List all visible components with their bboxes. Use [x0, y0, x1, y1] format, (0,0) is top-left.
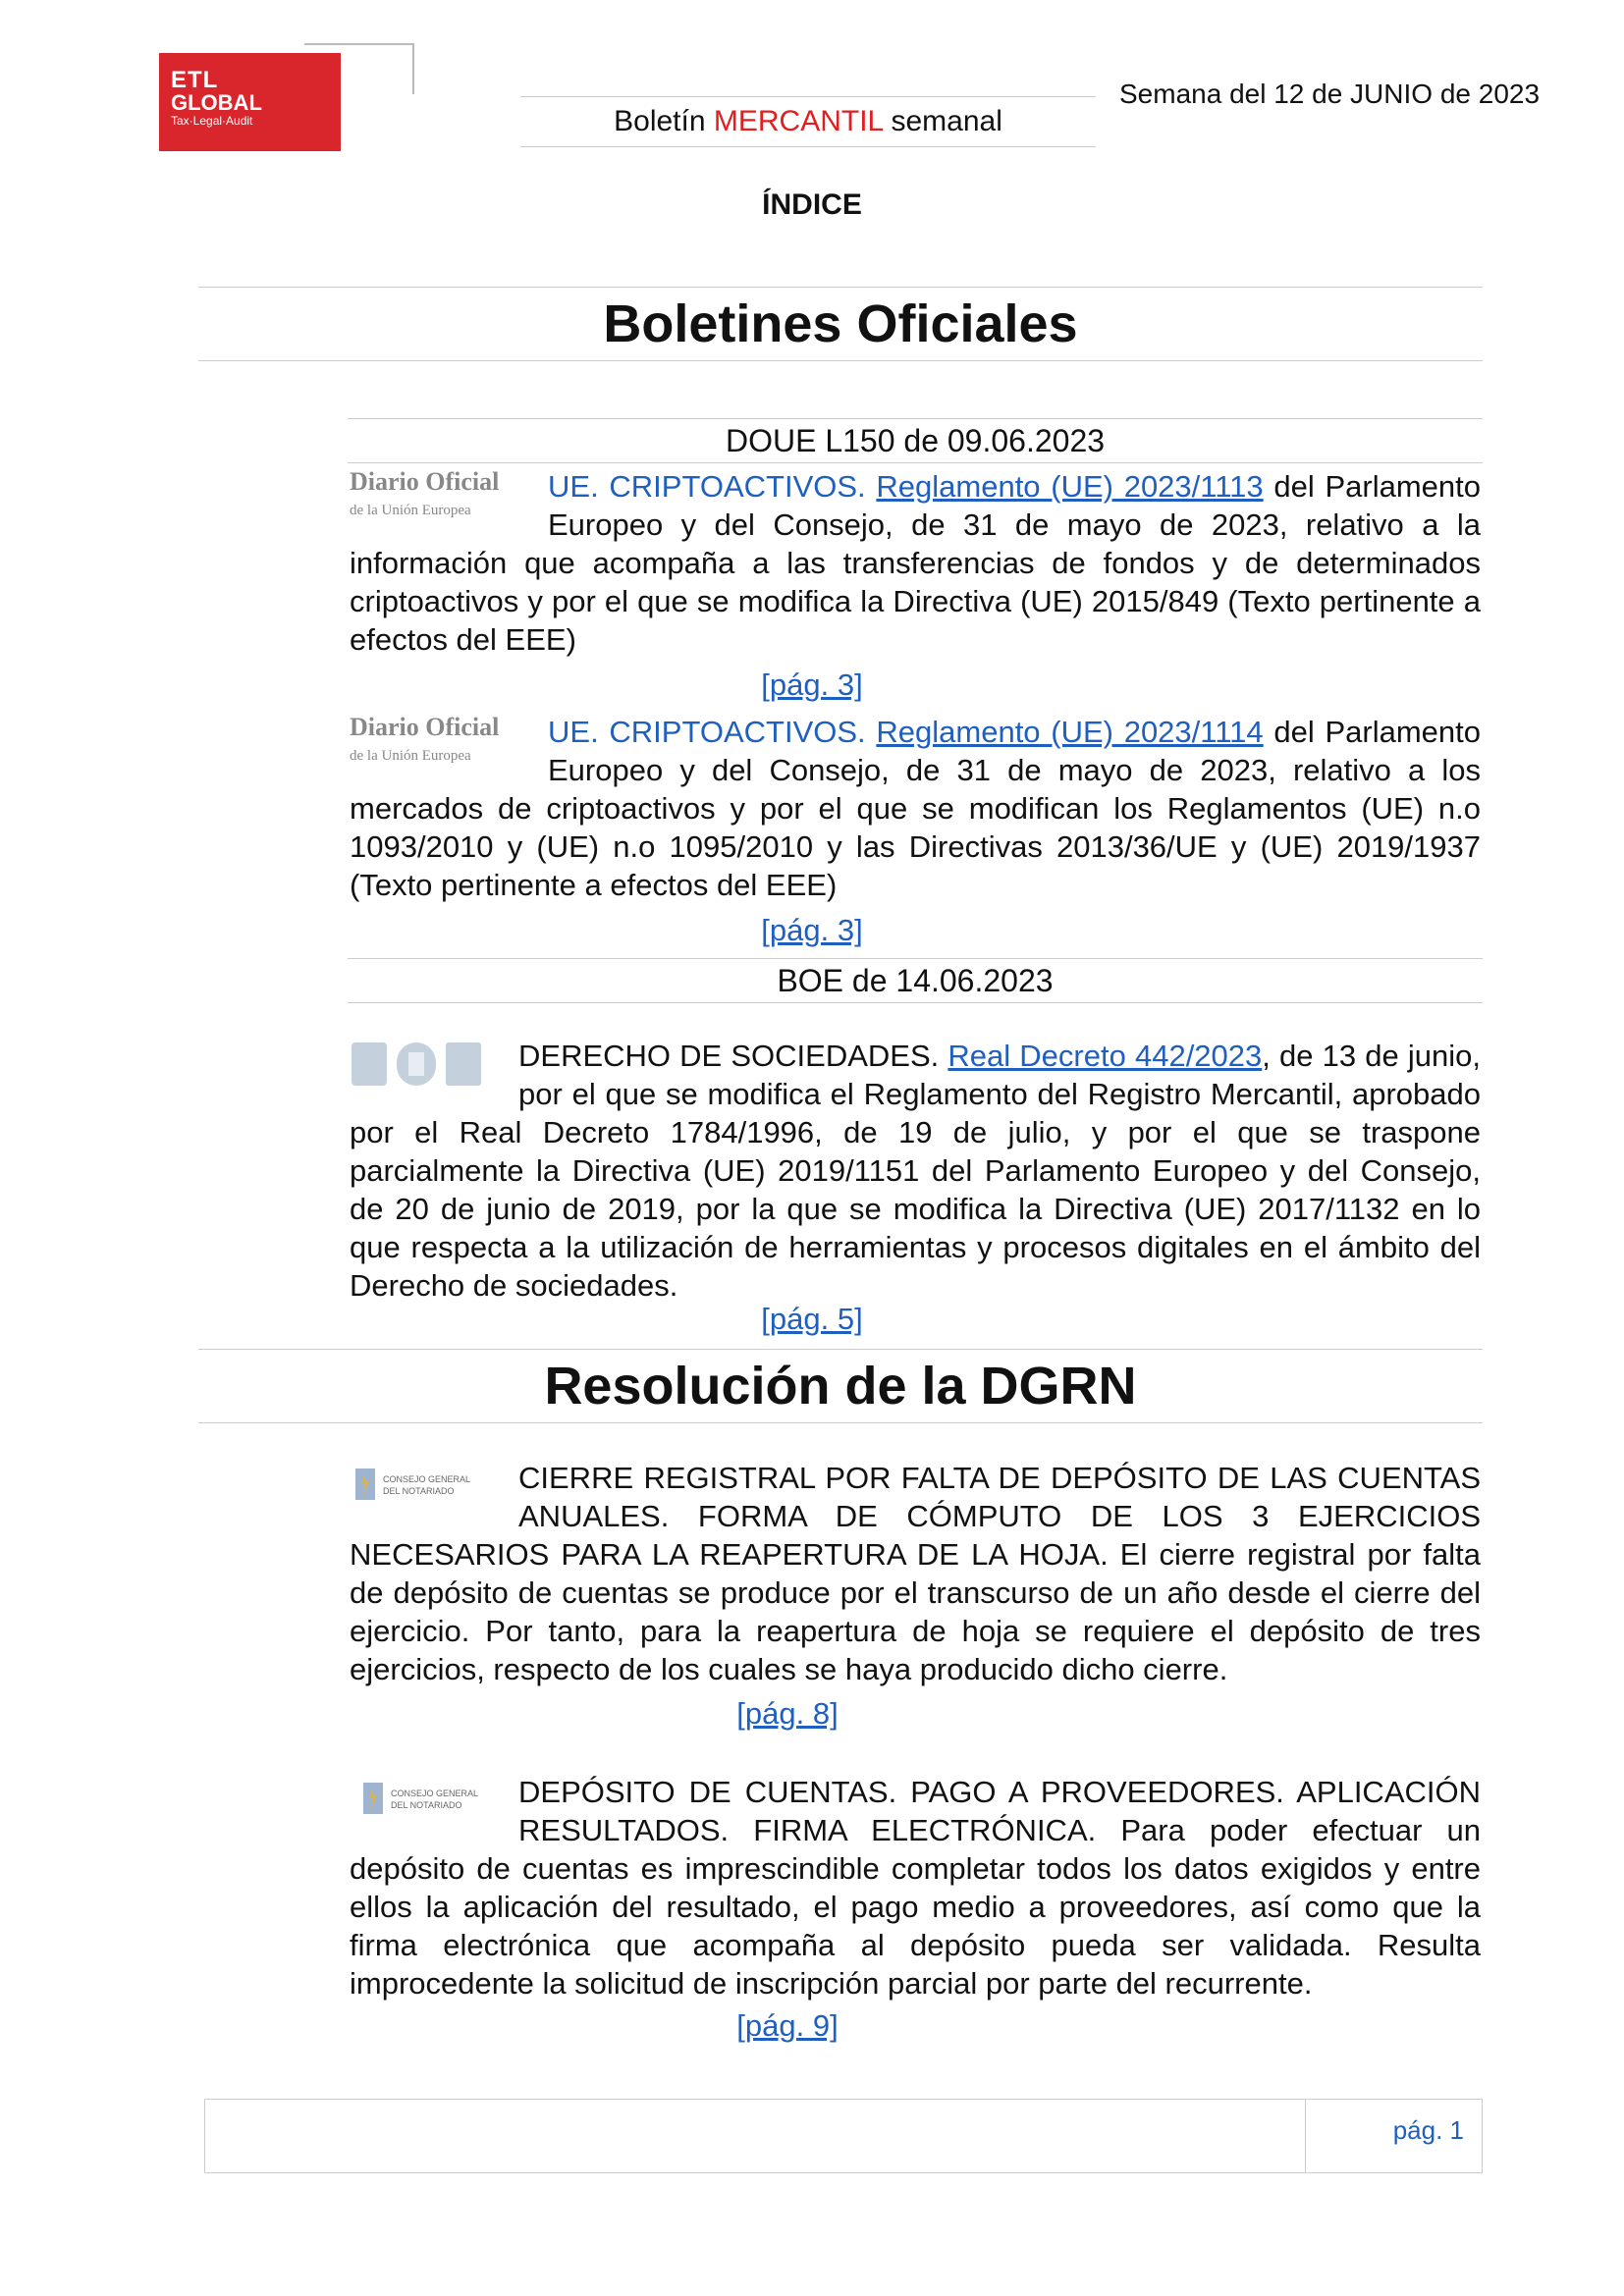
- notariado-logo-line2: DEL NOTARIADO: [383, 1486, 455, 1496]
- page-ref-2[interactable]: [0, 913, 1624, 948]
- index-label: ÍNDICE: [762, 188, 862, 221]
- section-title-boletines: Boletines Oficiales: [198, 287, 1483, 361]
- doue-logo-subtitle: de la Unión Europea: [350, 503, 471, 518]
- notariado-logo: [350, 1459, 497, 1527]
- entry-text: El cierre registral por falta de depósito de cuentas se produce por el transcurso de un año desde el cierre del ejercicio. Por tanto, para la reapertura de hoja se requiere el depósito de tres ejercicios, respecto de los cuales se haya producido dicho cierre.: [350, 1537, 1481, 1686]
- week-label: Semana del 12 de JUNIO de 2023: [1119, 79, 1541, 109]
- resolution-entry-1: [350, 1459, 1481, 1688]
- section-title-dgrn: Resolución de la DGRN: [198, 1349, 1483, 1423]
- bulletin-title: [520, 96, 1096, 147]
- notariado-logo-line1: CONSEJO GENERAL: [383, 1474, 471, 1484]
- logo-text-tagline: Tax·Legal·Audit: [171, 114, 253, 128]
- bulletin-entry-2: [350, 713, 1481, 904]
- entry-topic: DERECHO DE SOCIEDADES.: [518, 1039, 940, 1073]
- notariado-logo-graphic: [350, 1459, 497, 1523]
- logo-red-block: [159, 53, 341, 151]
- logo-text-etl: ETL: [171, 67, 219, 93]
- doue-logo-subtitle: de la Unión Europea: [350, 748, 471, 764]
- entry-topic: DEPÓSITO DE CUENTAS. PAGO A PROVEEDORES. APLICACIÓN RESULTADOS. FIRMA ELECTRÓNICA.: [518, 1775, 1481, 1847]
- boe-logo: [350, 1037, 497, 1095]
- doue-logo: [350, 713, 526, 770]
- etl-global-logo: [157, 43, 412, 161]
- entry-text: del Parlamento Europeo y del Consejo, de 31 de mayo de 2023, relativo a la información que acompaña a las transferencias de fondos y de determinados criptoactivos y por el que se modifica la Directiva (UE) 2015/849 (Texto pertinente a efectos del EEE): [350, 469, 1482, 657]
- bulletin-suffix: semanal: [891, 105, 1002, 137]
- doue-logo-title: Diario Oficial: [350, 713, 500, 741]
- logo-text-global: GLOBAL: [171, 90, 262, 115]
- notariado-logo: [350, 1773, 497, 1842]
- page-link[interactable]: [pág. 3]: [761, 667, 863, 702]
- entry-topic: UE. CRIPTOACTIVOS.: [548, 715, 866, 749]
- page-ref-5[interactable]: [0, 2008, 1624, 2044]
- bulletin-entry-3: [350, 1037, 1481, 1305]
- page-footer: [204, 2099, 1483, 2173]
- footer-page-number: pág. 1: [1392, 2115, 1464, 2145]
- regulation-link[interactable]: Reglamento (UE) 2023/1114: [876, 715, 1264, 749]
- page-link[interactable]: [pág. 8]: [736, 1696, 839, 1731]
- page-ref-4[interactable]: [0, 1696, 1624, 1732]
- footer-divider: [1305, 2100, 1306, 2172]
- entry-topic: UE. CRIPTOACTIVOS.: [548, 469, 866, 504]
- doue-logo: [350, 467, 526, 524]
- entry-text: Para poder efectuar un depósito de cuentas es imprescindible completar todos los datos exigidos y entre ellos la aplicación del resultado, el pago medio a proveedores, así como que la firma electrónica que acompaña al depósito pueda ser validada. Resulta improcedente la solicitud de inscripción parcial por parte del recurrente.: [350, 1813, 1482, 2001]
- page-link[interactable]: [pág. 9]: [736, 2008, 839, 2043]
- bulletin-highlight: MERCANTIL: [713, 105, 884, 137]
- entry-text: del Parlamento Europeo y del Consejo, de 31 de mayo de 2023, relativo a los mercados de criptoactivos y por el que se modifican los Reglamentos (UE) n.o 1093/2010 y (UE) n.o 1095/2010 y las Directivas 2013/36/UE y (UE) 2019/1937 (Texto pertinente a efectos del EEE): [350, 715, 1482, 902]
- page-ref-3[interactable]: [0, 1302, 1624, 1337]
- bulletin-prefix: Boletín: [614, 105, 706, 137]
- notariado-logo-line2: DEL NOTARIADO: [391, 1800, 462, 1810]
- boe-heading: BOE de 14.06.2023: [348, 958, 1483, 1003]
- doue-heading: DOUE L150 de 09.06.2023: [348, 418, 1483, 463]
- doue-logo-title: Diario Oficial: [350, 467, 500, 496]
- entry-text: , de 13 de junio, por el que se modifica el Reglamento del Registro Mercantil, aprobado por el Real Decreto 1784/1996, de 19 de julio, y por el que se traspone parcialmente la Directiva (UE) 2019/1151 del Parlamento Europeo y del Consejo, de 20 de junio de 2019, por la que se modifica la Directiva (UE) 2017/1132 en lo que respecta a la utilización de herramientas y procesos digitales en el ámbito del Derecho de sociedades.: [350, 1039, 1481, 1303]
- bulletin-entry-1: [350, 467, 1481, 659]
- page-link[interactable]: [pág. 5]: [761, 1302, 863, 1336]
- royal-decree-link[interactable]: Real Decreto 442/2023: [947, 1039, 1263, 1073]
- boe-logo-graphic: [350, 1037, 487, 1092]
- resolution-entry-2: [350, 1773, 1481, 2002]
- notariado-logo-line1: CONSEJO GENERAL: [391, 1789, 479, 1798]
- entry-topic: CIERRE REGISTRAL POR FALTA DE DEPÓSITO DE LAS CUENTAS ANUALES. FORMA DE CÓMPUTO DE LOS 3 EJERCICIOS NECESARIOS PARA LA REAPERTURA DE LA HOJA.: [350, 1461, 1481, 1572]
- notariado-logo-graphic: [350, 1773, 497, 1838]
- page-ref-1[interactable]: [0, 667, 1624, 703]
- page-link[interactable]: [pág. 3]: [761, 913, 863, 947]
- regulation-link[interactable]: Reglamento (UE) 2023/1113: [876, 469, 1264, 504]
